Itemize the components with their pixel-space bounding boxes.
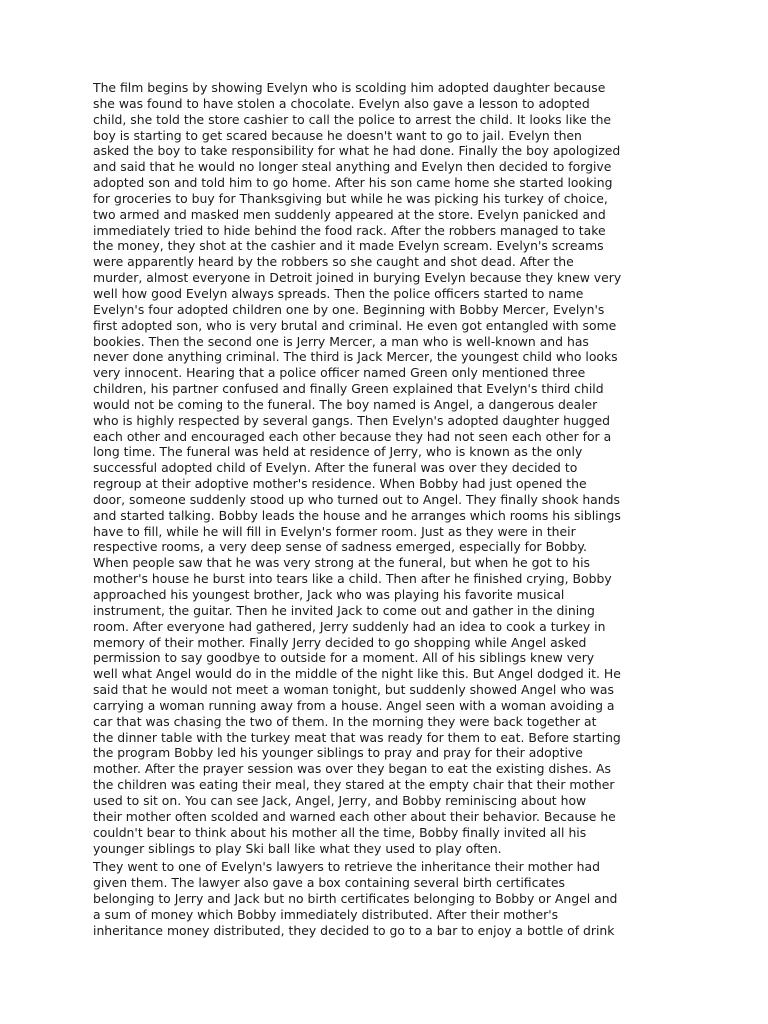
text-line: would not be coming to the funeral. The boy named is Angel, a dangerous dealer bbox=[93, 396, 598, 412]
text-line: younger siblings to play Ski ball like what they used to play often. bbox=[93, 840, 502, 856]
text-line: and started talking. Bobby leads the house and he arranges which rooms his siblings bbox=[93, 507, 621, 523]
text-line: given them. The lawyer also gave a box containing several birth certificates bbox=[93, 875, 565, 891]
paragraph bbox=[93, 80, 665, 856]
text-line: murder, almost everyone in Detroit joined in burying Evelyn because they knew very bbox=[93, 270, 622, 286]
text-line: permission to say goodbye to outside for a moment. All of his siblings knew very bbox=[93, 650, 595, 666]
text-line: mother. After the prayer session was over they began to eat the existing dishes. As bbox=[93, 761, 611, 777]
text-line: said that he would not meet a woman tonight, but suddenly showed Angel who was bbox=[93, 682, 614, 698]
text-line: used to sit on. You can see Jack, Angel, Jerry, and Bobby reminiscing about how bbox=[93, 792, 587, 808]
text-line: the money, they shot at the cashier and it made Evelyn scream. Evelyn's screams bbox=[93, 238, 604, 254]
text-line: the children was eating their meal, they stared at the empty chair that their mother bbox=[93, 777, 615, 793]
text-line: regroup at their adoptive mother's residence. When Bobby had just opened the bbox=[93, 476, 587, 492]
text-line: were apparently heard by the robbers so she caught and shot dead. After the bbox=[93, 254, 574, 270]
text-line: carrying a woman running away from a house. Angel seen with a woman avoiding a bbox=[93, 697, 615, 713]
text-line: approached his youngest brother, Jack who was playing his favorite musical bbox=[93, 587, 565, 602]
text-line: very innocent. Hearing that a police officer named Green only mentioned three bbox=[93, 365, 586, 381]
text-line: long time. The funeral was held at residence of Jerry, who is known as the only bbox=[93, 444, 583, 460]
text-line: their mother often scolded and warned each other about their behavior. Because he bbox=[93, 808, 616, 824]
text-line: first adopted son, who is very brutal and criminal. He even got entangled with some bbox=[93, 317, 617, 333]
text-line: respective rooms, a very deep sense of sadness emerged, especially for Bobby. bbox=[93, 539, 587, 555]
text-line: instrument, the guitar. Then he invited Jack to come out and gather in the dining bbox=[93, 602, 595, 618]
text-line: belonging to Jerry and Jack but no birth certificates belonging to Bobby or Angel and bbox=[93, 891, 618, 907]
text-line: immediately tried to hide behind the food rack. After the robbers managed to take bbox=[93, 222, 606, 238]
text-line: adopted son and told him to go home. After his son came home she started looking bbox=[93, 175, 613, 191]
text-line: a sum of money which Bobby immediately distributed. After their mother's bbox=[93, 906, 559, 922]
text-line: successful adopted child of Evelyn. After the funeral was over they decided to bbox=[93, 460, 578, 476]
body-text bbox=[93, 80, 665, 939]
text-line: couldn't bear to think about his mother all the time, Bobby finally invited all his bbox=[93, 824, 587, 840]
text-line: and said that he would no longer steal anything and Evelyn then decided to forgive bbox=[93, 159, 612, 175]
text-line: never done anything criminal. The third is Jack Mercer, the youngest child who looks bbox=[93, 349, 618, 365]
text-line: room. After everyone had gathered, Jerry suddenly had an idea to cook a turkey in bbox=[93, 618, 606, 634]
text-line: Evelyn's four adopted children one by one. Beginning with Bobby Mercer, Evelyn's bbox=[93, 301, 605, 317]
text-line: she was found to have stolen a chocolate. Evelyn also gave a lesson to adopted bbox=[93, 95, 590, 111]
text-line: two armed and masked men suddenly appeared at the store. Evelyn panicked and bbox=[93, 206, 606, 222]
text-line: memory of their mother. Finally Jerry decided to go shopping while Angel asked bbox=[93, 634, 587, 650]
text-line: each other and encouraged each other because they had not seen each other for a bbox=[93, 428, 612, 444]
text-line: They went to one of Evelyn's lawyers to retrieve the inheritance their mother had bbox=[93, 859, 600, 875]
text-line: car that was chasing the two of them. In the morning they were back together at bbox=[93, 713, 597, 729]
text-line: who is highly respected by several gangs. Then Evelyn's adopted daughter hugged bbox=[93, 412, 611, 428]
text-line: child, she told the store cashier to call the police to arrest the child. It looks like the bbox=[93, 111, 612, 127]
text-line: door, someone suddenly stood up who turned out to Angel. They finally shook hands bbox=[93, 491, 620, 507]
text-line: bookies. Then the second one is Jerry Mercer, a man who is well-known and has bbox=[93, 333, 589, 349]
text-line: well what Angel would do in the middle of the night like this. But Angel dodged it. He bbox=[93, 666, 621, 682]
text-line: mother's house he burst into tears like a child. Then after he finished crying, Bobby bbox=[93, 571, 612, 587]
text-line: asked the boy to take responsibility for what he had done. Finally the boy apologized bbox=[93, 143, 621, 159]
paragraph bbox=[93, 859, 665, 938]
text-line: the dinner table with the turkey meat that was ready for them to eat. Before starting bbox=[93, 729, 621, 745]
text-line: have to fill, while he will fill in Evelyn's former room. Just as they were in their bbox=[93, 523, 576, 539]
text-line: When people saw that he was very strong at the funeral, but when he got to his bbox=[93, 555, 590, 571]
text-line: for groceries to buy for Thanksgiving but while he was picking his turkey of choice, bbox=[93, 190, 608, 206]
text-line: children, his partner confused and finally Green explained that Evelyn's third child bbox=[93, 381, 604, 397]
text-line: boy is starting to get scared because he doesn't want to go to jail. Evelyn then bbox=[93, 127, 582, 143]
text-line: inheritance money distributed, they decided to go to a bar to enjoy a bottle of drink bbox=[93, 922, 615, 938]
text-line: the program Bobby led his younger siblings to pray and pray for their adoptive bbox=[93, 745, 583, 761]
text-line: The film begins by showing Evelyn who is scolding him adopted daughter because bbox=[93, 80, 606, 95]
text-line: well how good Evelyn always spreads. Then the police officers started to name bbox=[93, 285, 584, 301]
